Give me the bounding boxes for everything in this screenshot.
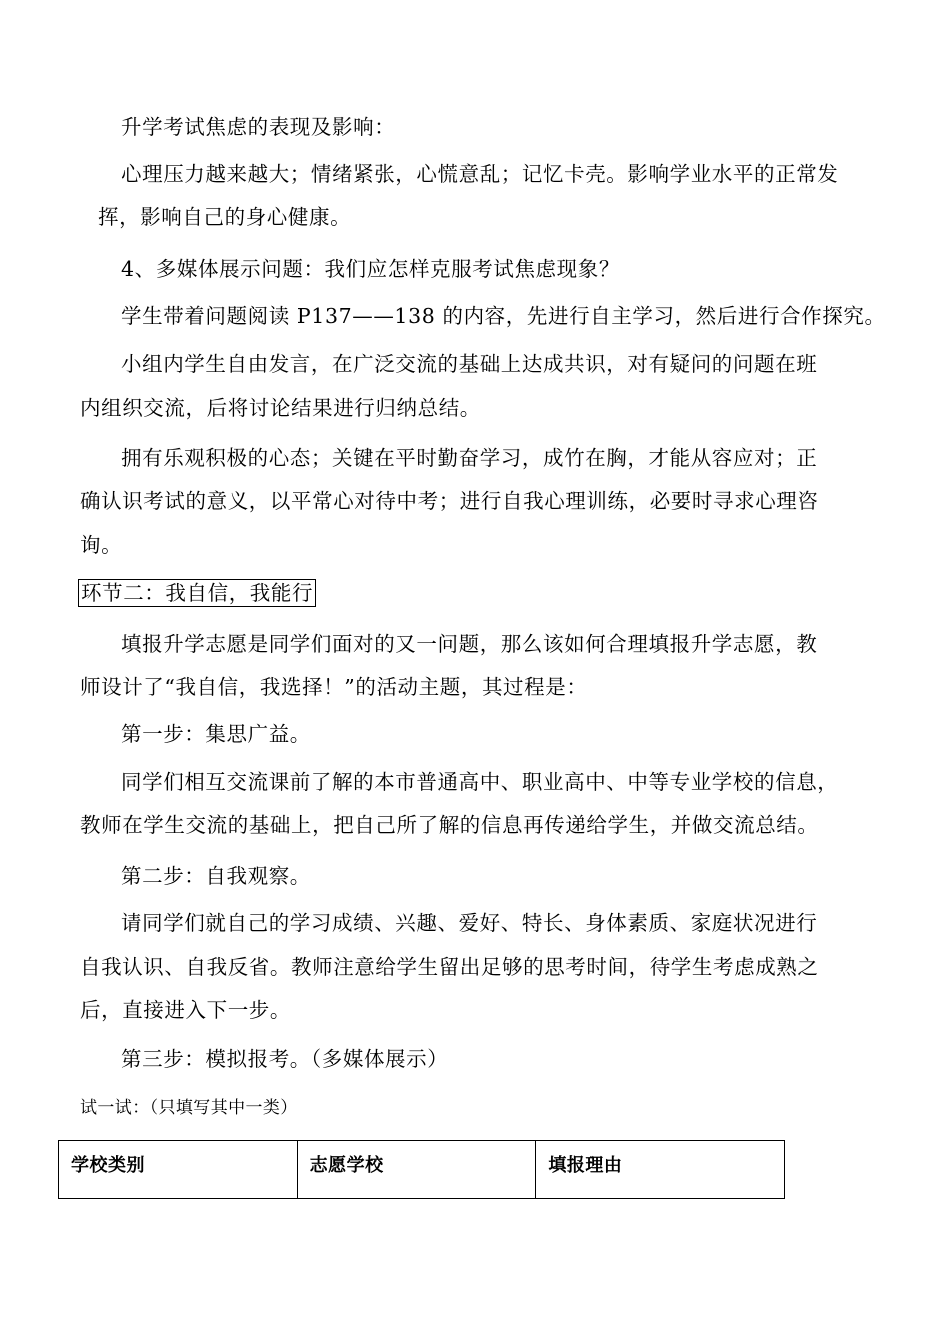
paragraph-step-2: 第二步：自我观察。 <box>121 864 311 888</box>
paragraph-step-3: 第三步：模拟报考。（多媒体展示） <box>121 1047 449 1071</box>
try-label: 试一试：（只填写其中一类） <box>80 1098 298 1118</box>
application-table <box>58 1140 785 1199</box>
header-target-school: 志愿学校 <box>297 1141 536 1199</box>
paragraph-attitude-line3: 询。 <box>80 533 123 557</box>
section-heading: 环节二：我自信，我能行 <box>78 579 316 607</box>
header-reason: 填报理由 <box>536 1141 785 1199</box>
paragraph-group-line2: 内组织交流，后将讨论结果进行归纳总结。 <box>80 396 481 420</box>
paragraph-self-line2: 自我认识、自我反省。教师注意给学生留出足够的思考时间，待学生考虑成熟之 <box>80 955 819 979</box>
table-header-row <box>59 1141 785 1199</box>
paragraph-question-4: 4、多媒体展示问题：我们应怎样克服考试焦虑现象？ <box>121 257 620 281</box>
paragraph-anxiety-line2: 挥，影响自己的身心健康。 <box>98 205 352 229</box>
paragraph-intro-line1: 填报升学志愿是同学们面对的又一问题，那么该如何合理填报升学志愿，教 <box>121 632 818 656</box>
paragraph-step-1: 第一步：集思广益。 <box>121 722 311 746</box>
paragraph-anxiety-line1: 心理压力越来越大；情绪紧张，心慌意乱；记忆卡壳。影响学业水平的正常发 <box>121 162 839 186</box>
paragraph-attitude-line2: 确认识考试的意义，以平常心对待中考；进行自我心理训练，必要时寻求心理咨 <box>80 489 819 513</box>
paragraph-intro-line2: 师设计了“我自信，我选择！”的活动主题，其过程是： <box>80 675 588 699</box>
paragraph-exchange-line2: 教师在学生交流的基础上，把自己所了解的信息再传递给学生，并做交流总结。 <box>80 813 819 837</box>
paragraph-self-line3: 后，直接进入下一步。 <box>80 998 291 1022</box>
paragraph-self-line1: 请同学们就自己的学习成绩、兴趣、爱好、特长、身体素质、家庭状况进行 <box>121 911 818 935</box>
paragraph-attitude-line1: 拥有乐观积极的心态；关键在平时勤奋学习，成竹在胸，才能从容应对；正 <box>121 446 818 470</box>
paragraph-group-line1: 小组内学生自由发言，在广泛交流的基础上达成共识，对有疑问的问题在班 <box>121 352 818 376</box>
header-school-category: 学校类别 <box>59 1141 298 1199</box>
paragraph-reading: 学生带着问题阅读 P137——138 的内容，先进行自主学习，然后进行合作探究。 <box>121 304 886 328</box>
paragraph-exchange-line1: 同学们相互交流课前了解的本市普通高中、职业高中、中等专业学校的信息， <box>121 770 839 794</box>
paragraph-anxiety-heading: 升学考试焦虑的表现及影响： <box>121 115 396 139</box>
